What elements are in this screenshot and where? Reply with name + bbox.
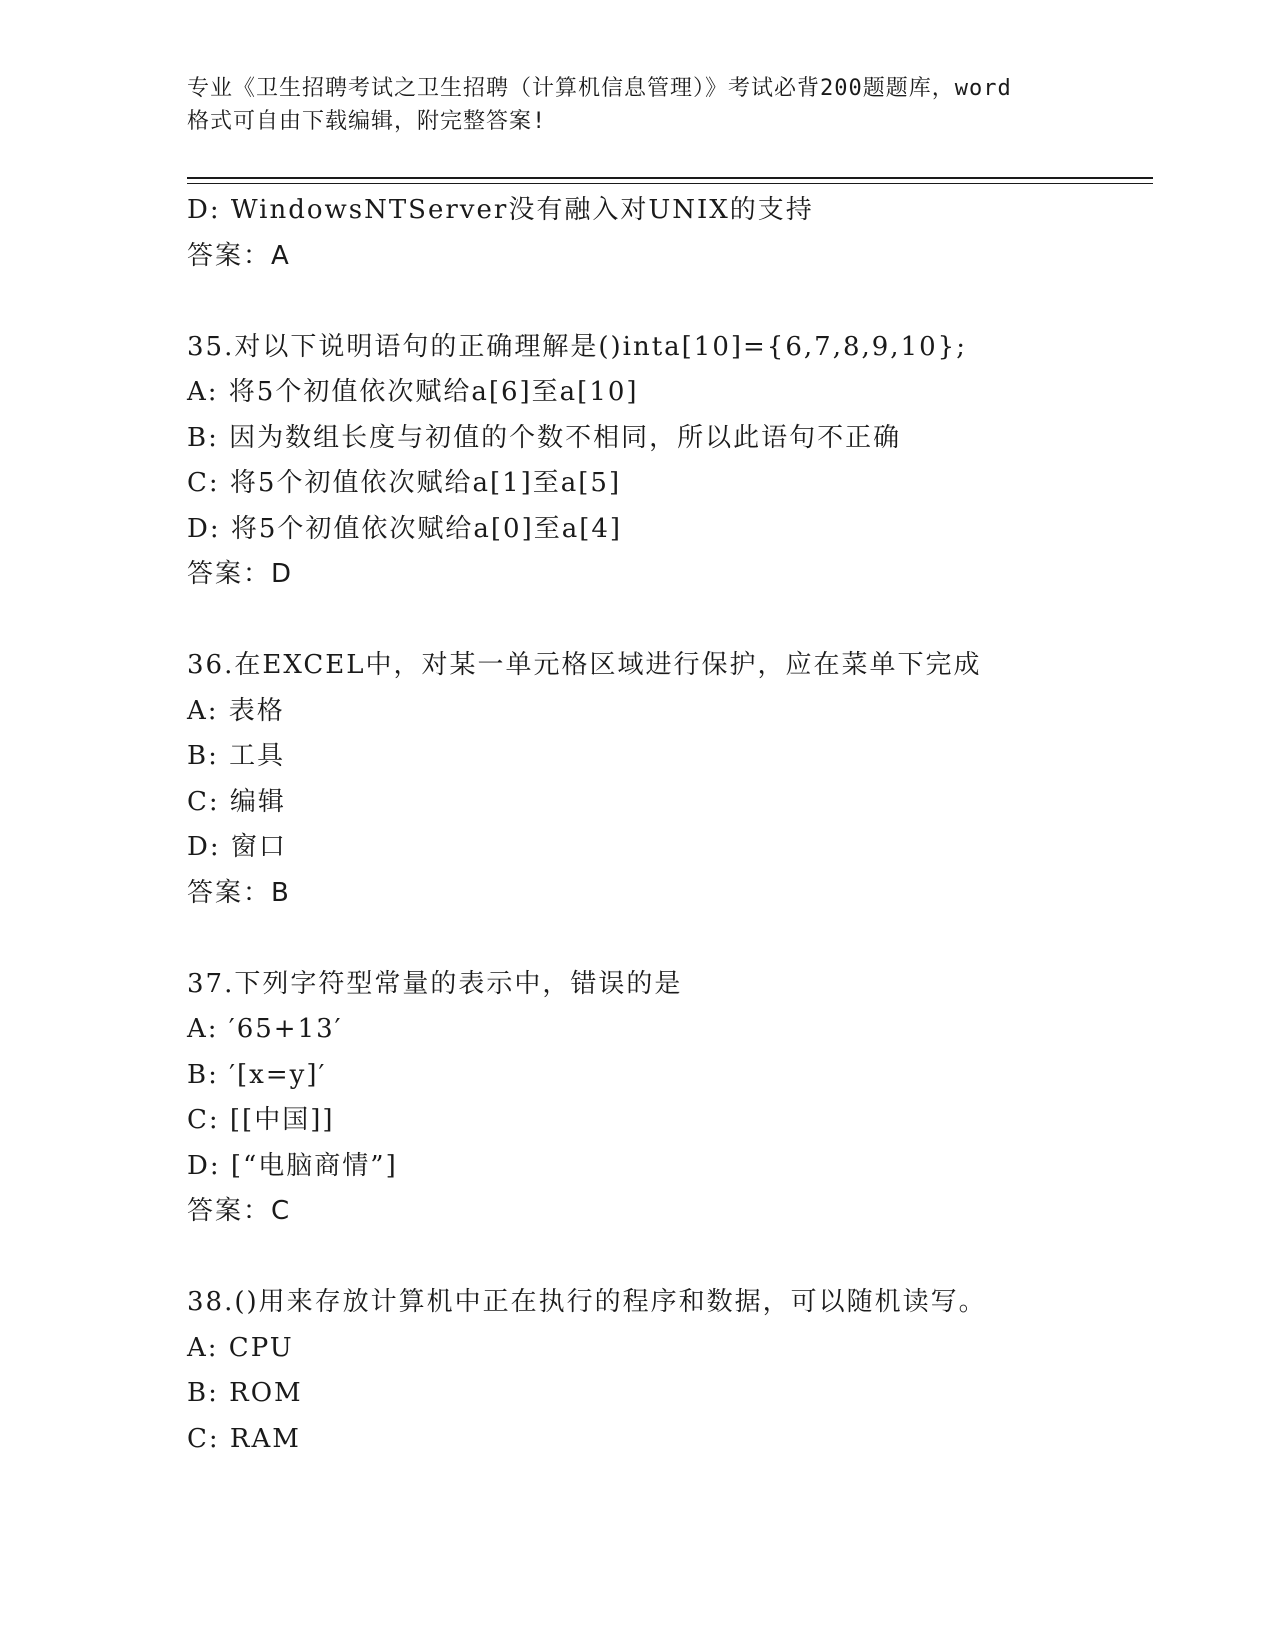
prev-option-d: D: WindowsNTServer没有融入对UNIX的支持 (187, 195, 814, 225)
question-text: 38.()用来存放计算机中正在执行的程序和数据，可以随机读写。 (187, 1287, 987, 1317)
spacer (187, 916, 1153, 962)
question-text: 35.对以下说明语句的正确理解是()inta[10]={6,7,8,9,10}; (187, 331, 967, 362)
option-c: C: RAM (187, 1423, 301, 1454)
question-36 (187, 643, 1153, 916)
question-35 (187, 325, 1153, 598)
option-a: A: 将5个初值依次赋给a[6]至a[10] (187, 377, 639, 407)
option-b: B: 工具 (187, 741, 286, 771)
answer: 答案：B (187, 877, 291, 908)
option-a: A: CPU (187, 1332, 294, 1363)
question-38 (187, 1280, 1153, 1462)
option-a: A: ′65+13′ (187, 1014, 343, 1044)
option-d: D: 窗口 (187, 832, 287, 862)
question-list (187, 188, 1153, 1462)
option-a: A: 表格 (187, 695, 285, 726)
spacer (187, 1235, 1153, 1281)
option-c: C: 编辑 (187, 786, 286, 817)
header-line-1: 专业《卫生招聘考试之卫生招聘（计算机信息管理）》考试必背200题题库，word (187, 76, 1012, 101)
option-c: C: 将5个初值依次赋给a[1]至a[5] (187, 468, 622, 498)
prev-answer: 答案：A (187, 240, 291, 271)
answer: 答案：C (187, 1196, 292, 1226)
header-divider-thick (187, 177, 1153, 179)
header-line-2: 格式可自由下载编辑，附完整答案! (187, 109, 547, 134)
option-c: C: [[中国]] (187, 1105, 335, 1135)
question-text: 36.在EXCEL中，对某一单元格区域进行保护，应在菜单下完成 (187, 650, 982, 680)
question-37 (187, 962, 1153, 1235)
spacer (187, 598, 1153, 644)
question-text: 37.下列字符型常量的表示中，错误的是 (187, 968, 683, 999)
option-b: B: ROM (187, 1378, 303, 1408)
option-b: B: ′[x=y]′ (187, 1059, 327, 1090)
answer: 答案：D (187, 559, 294, 589)
option-d: D: 将5个初值依次赋给a[0]至a[4] (187, 513, 623, 544)
option-b: B: 因为数组长度与初值的个数不相同，所以此语句不正确 (187, 422, 902, 453)
document-header (187, 72, 1087, 138)
header-divider-thin (187, 183, 1153, 184)
option-d: D: [“电脑商情”] (187, 1150, 398, 1181)
spacer (187, 279, 1153, 325)
